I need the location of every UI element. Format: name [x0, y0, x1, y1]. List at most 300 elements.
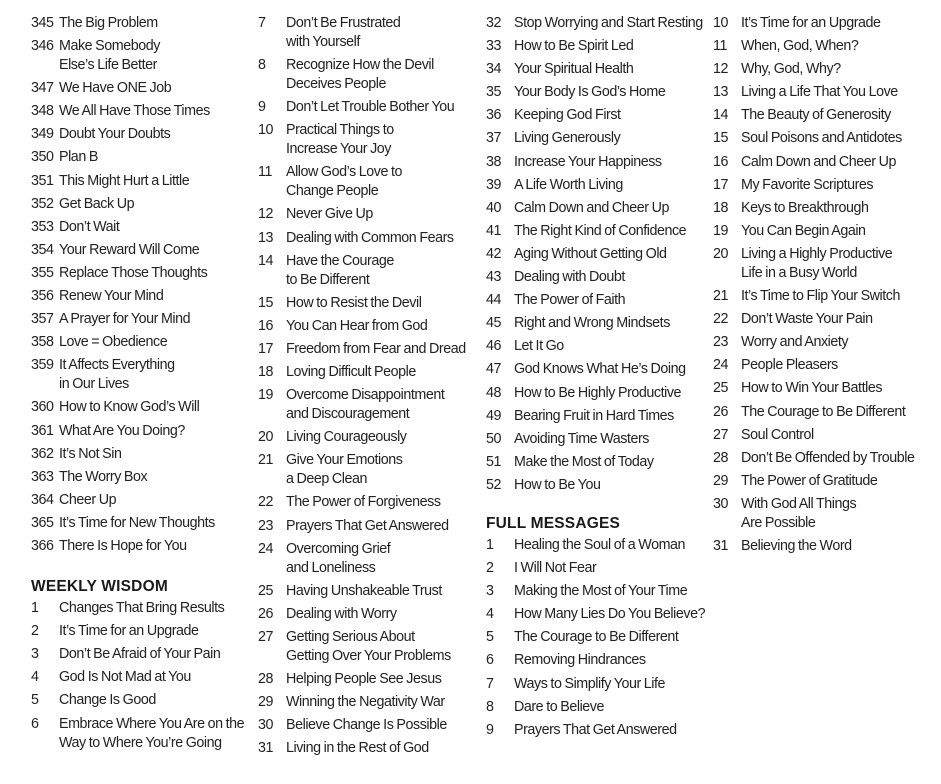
- list-item: [486, 649, 706, 672]
- item-title: Calm Down and Cheer Up: [514, 199, 669, 216]
- item-title: When, God, When?: [741, 38, 859, 55]
- item-title: Let It Go: [514, 338, 564, 355]
- list-item: [258, 54, 473, 96]
- item-title: Worry and Anxiety: [741, 334, 849, 351]
- list-item: [713, 401, 938, 424]
- item-title: How Many Lies Do You Believe?: [514, 606, 706, 623]
- item-number: 52: [486, 476, 502, 493]
- item-number: 1: [486, 536, 494, 553]
- list-item: [486, 405, 706, 428]
- item-title: It’s Time to Flip Your Switch: [741, 288, 901, 305]
- item-title: You Can Begin Again: [741, 222, 866, 239]
- list-item: [31, 12, 246, 35]
- item-title: The Courage to Be Different: [514, 629, 679, 646]
- item-title: Give Your Emotions a Deep Clean: [286, 452, 403, 488]
- item-number: 350: [31, 149, 54, 166]
- item-title: Right and Wrong Mindsets: [514, 315, 670, 332]
- item-number: 30: [258, 717, 274, 734]
- list-item: [258, 361, 473, 384]
- item-title: The Worry Box: [59, 468, 148, 485]
- item-title: Having Unshakeable Trust: [286, 582, 442, 599]
- list-item: [713, 447, 938, 470]
- item-title: Dare to Believe: [514, 698, 604, 715]
- item-number: 346: [31, 38, 54, 55]
- item-title: Your Body Is God’s Home: [514, 84, 666, 101]
- item-number: 15: [258, 294, 274, 311]
- list-item: [258, 292, 473, 315]
- item-number: 39: [486, 176, 502, 193]
- item-title: Avoiding Time Wasters: [514, 430, 649, 447]
- list-item: [31, 354, 246, 396]
- list-item: [258, 737, 473, 760]
- item-number: 7: [486, 675, 494, 692]
- item-title: Make Somebody Else’s Life Better: [59, 38, 160, 74]
- list-item: [31, 262, 246, 285]
- item-title: Making the Most of Your Time: [514, 583, 688, 600]
- item-title: Get Back Up: [59, 195, 135, 212]
- item-number: 40: [486, 199, 502, 216]
- item-title: Dealing with Doubt: [514, 269, 625, 286]
- list-item: [258, 161, 473, 203]
- list-item: [258, 203, 473, 226]
- item-number: 351: [31, 172, 54, 189]
- item-title: Change Is Good: [59, 692, 156, 709]
- column-4: [713, 12, 938, 558]
- list-item: [31, 239, 246, 262]
- item-number: 22: [713, 311, 729, 328]
- item-title: Plan B: [59, 149, 98, 166]
- item-title: You Can Hear from God: [286, 317, 428, 334]
- list-item: [31, 35, 246, 77]
- weekly-wisdom-list-continued-2: [486, 12, 706, 497]
- item-number: 19: [713, 222, 729, 239]
- item-number: 8: [486, 698, 494, 715]
- item-title: God Knows What He’s Doing: [514, 361, 686, 378]
- item-number: 8: [258, 57, 266, 74]
- list-item: [486, 35, 706, 58]
- full-messages-heading: FULL MESSAGES: [486, 514, 621, 532]
- item-number: 361: [31, 422, 54, 439]
- item-title: Renew Your Mind: [59, 288, 164, 305]
- item-number: 31: [258, 740, 274, 757]
- item-number: 12: [713, 61, 729, 78]
- item-title: People Pleasers: [741, 357, 838, 374]
- list-item: [258, 668, 473, 691]
- list-item: [31, 512, 246, 535]
- column-3: [486, 12, 706, 742]
- item-number: 33: [486, 38, 502, 55]
- list-item: [713, 493, 938, 535]
- list-item: [31, 308, 246, 331]
- list-item: [31, 216, 246, 239]
- item-title: Freedom from Fear and Dread: [286, 340, 466, 357]
- list-item: [258, 449, 473, 491]
- item-title: The Courage to Be Different: [741, 403, 906, 420]
- item-number: 29: [713, 472, 729, 489]
- item-title: The Beauty of Generosity: [741, 107, 891, 124]
- item-number: 18: [258, 364, 274, 381]
- item-title: Don’t Be Offended by Trouble: [741, 449, 915, 466]
- item-number: 13: [713, 84, 729, 101]
- list-item: [486, 104, 706, 127]
- item-title: Your Reward Will Come: [59, 241, 200, 258]
- item-number: 46: [486, 338, 502, 355]
- list-item: [713, 35, 938, 58]
- item-number: 358: [31, 334, 54, 351]
- item-number: 20: [258, 429, 274, 446]
- item-number: 11: [258, 164, 272, 181]
- list-item: [31, 77, 246, 100]
- item-number: 12: [258, 206, 274, 223]
- item-number: 4: [31, 669, 39, 686]
- item-number: 43: [486, 269, 502, 286]
- item-title: Living a Life That You Love: [741, 84, 898, 101]
- item-number: 36: [486, 107, 502, 124]
- item-title: Overcome Disappointment and Discouragement: [286, 387, 445, 423]
- list-item: [31, 689, 246, 712]
- item-number: 26: [713, 403, 729, 420]
- item-title: Stop Worrying and Start Resting: [514, 15, 703, 31]
- list-item: [31, 396, 246, 419]
- item-title: Changes That Bring Results: [59, 600, 225, 617]
- list-item: [713, 58, 938, 81]
- item-title: The Right Kind of Confidence: [514, 222, 687, 239]
- item-number: 28: [258, 670, 274, 687]
- item-number: 6: [31, 715, 39, 732]
- item-title: Cheer Up: [59, 491, 117, 508]
- item-title: Living Courageously: [286, 429, 407, 446]
- item-number: 359: [31, 357, 54, 374]
- item-number: 366: [31, 537, 54, 554]
- list-item: [486, 151, 706, 174]
- section-spacer: [486, 497, 706, 514]
- item-number: 5: [31, 692, 39, 709]
- item-title: Loving Difficult People: [286, 364, 416, 381]
- list-item: [713, 12, 938, 35]
- list-item: [258, 12, 473, 54]
- item-number: 27: [713, 426, 729, 443]
- item-number: 355: [31, 264, 54, 281]
- item-number: 28: [713, 449, 729, 466]
- list-item: [713, 104, 938, 127]
- item-title: Getting Serious About Getting Over Your Problems: [286, 628, 451, 664]
- list-item: [486, 289, 706, 312]
- item-number: 357: [31, 311, 54, 328]
- item-number: 10: [258, 122, 274, 139]
- item-title: We Have ONE Job: [59, 80, 172, 97]
- list-item: [31, 466, 246, 489]
- item-number: 24: [258, 540, 274, 557]
- item-number: 49: [486, 407, 502, 424]
- item-title: Dealing with Worry: [286, 605, 397, 622]
- item-title: Living a Highly Productive Life in a Busy World: [741, 245, 893, 281]
- item-title: Love = Obedience: [59, 334, 168, 351]
- list-item: [486, 335, 706, 358]
- item-title: It Affects Everything in Our Lives: [59, 357, 175, 393]
- list-item: [713, 354, 938, 377]
- list-item: [486, 673, 706, 696]
- item-number: 41: [486, 222, 502, 239]
- list-item: [486, 12, 706, 35]
- item-title: Dealing with Common Fears: [286, 229, 454, 246]
- list-item: [713, 535, 938, 558]
- item-number: 353: [31, 218, 54, 235]
- item-title: Embrace Where You Are on the Way to Where You’re Going: [59, 715, 245, 751]
- item-title: Your Spiritual Health: [514, 61, 634, 78]
- item-number: 16: [713, 153, 729, 170]
- item-number: 348: [31, 103, 54, 120]
- list-item: [258, 580, 473, 603]
- item-number: 50: [486, 430, 502, 447]
- item-title: How to Resist the Devil: [286, 294, 422, 311]
- item-title: It’s Time for New Thoughts: [59, 514, 215, 531]
- list-item: [713, 243, 938, 285]
- item-number: 7: [258, 15, 266, 31]
- list-item: [258, 426, 473, 449]
- list-item: [258, 603, 473, 626]
- item-title: Doubt Your Doubts: [59, 126, 171, 143]
- list-item: [486, 174, 706, 197]
- list-item: [31, 193, 246, 216]
- list-item: [486, 266, 706, 289]
- list-item: [713, 151, 938, 174]
- list-item: [486, 626, 706, 649]
- list-item: [486, 127, 706, 150]
- item-title: How to Know God’s Will: [59, 399, 200, 416]
- list-item: [31, 535, 246, 558]
- list-item: [486, 603, 706, 626]
- item-title: Calm Down and Cheer Up: [741, 153, 896, 170]
- item-number: 31: [713, 537, 729, 554]
- item-number: 3: [486, 583, 494, 600]
- list-item: [486, 428, 706, 451]
- item-title: Ways to Simplify Your Life: [514, 675, 666, 692]
- item-title: We All Have Those Times: [59, 103, 210, 120]
- item-number: 21: [258, 452, 274, 469]
- item-number: 13: [258, 229, 274, 246]
- column-2: [258, 12, 473, 760]
- column-1: [31, 12, 246, 755]
- item-number: 363: [31, 468, 54, 485]
- list-item: [486, 197, 706, 220]
- item-title: Winning the Negativity War: [286, 694, 445, 711]
- item-title: How to Be Highly Productive: [514, 384, 682, 401]
- item-number: 48: [486, 384, 502, 401]
- weekly-wisdom-heading: WEEKLY WISDOM: [31, 578, 168, 596]
- item-title: How to Be You: [514, 476, 601, 493]
- item-number: 3: [31, 646, 39, 663]
- item-number: 15: [713, 130, 729, 147]
- list-item: [713, 127, 938, 150]
- list-item: [258, 491, 473, 514]
- item-number: 356: [31, 288, 54, 305]
- list-item: [258, 338, 473, 361]
- list-item: [713, 424, 938, 447]
- item-title: Don’t Be Frustrated with Yourself: [286, 15, 401, 50]
- list-item: [31, 620, 246, 643]
- item-number: 38: [486, 153, 502, 170]
- item-number: 51: [486, 453, 502, 470]
- list-item: [486, 451, 706, 474]
- list-item: [258, 250, 473, 292]
- item-number: 349: [31, 126, 54, 143]
- item-number: 14: [713, 107, 729, 124]
- list-item: [31, 489, 246, 512]
- item-number: 23: [713, 334, 729, 351]
- list-item: [713, 331, 938, 354]
- item-number: 9: [486, 721, 494, 738]
- weekly-wisdom-list: [31, 597, 246, 755]
- list-item: [31, 170, 246, 193]
- list-item: [486, 474, 706, 497]
- list-item: [713, 220, 938, 243]
- item-number: 22: [258, 494, 274, 511]
- item-title: Living Generously: [514, 130, 621, 147]
- list-item: [31, 146, 246, 169]
- list-item: [713, 308, 938, 331]
- item-title: What Are You Doing?: [59, 422, 185, 439]
- item-number: 47: [486, 361, 502, 378]
- item-number: 29: [258, 694, 274, 711]
- item-title: A Life Worth Living: [514, 176, 623, 193]
- item-number: 32: [486, 15, 502, 31]
- item-title: It’s Time for an Upgrade: [59, 623, 199, 640]
- item-title: Practical Things to Increase Your Joy: [286, 122, 394, 158]
- item-title: Never Give Up: [286, 206, 373, 223]
- list-item: [713, 285, 938, 308]
- item-number: 362: [31, 445, 54, 462]
- weekly-wisdom-section: [31, 577, 246, 755]
- item-number: 9: [258, 99, 266, 116]
- list-item: [258, 691, 473, 714]
- item-title: Prayers That Get Answered: [286, 517, 449, 534]
- item-title: Bearing Fruit in Hard Times: [514, 407, 674, 424]
- item-number: 17: [713, 176, 729, 193]
- list-item: [258, 538, 473, 580]
- item-title: The Power of Forgiveness: [286, 494, 441, 511]
- item-title: Believe Change Is Possible: [286, 717, 447, 734]
- item-number: 2: [31, 623, 39, 640]
- item-title: God Is Not Mad at You: [59, 669, 191, 686]
- item-title: Believing the Word: [741, 537, 852, 554]
- list-item: [713, 174, 938, 197]
- list-item: [486, 58, 706, 81]
- item-number: 30: [713, 495, 729, 512]
- list-item: [713, 470, 938, 493]
- item-number: 25: [713, 380, 729, 397]
- section-spacer: [31, 558, 246, 577]
- list-item: [31, 666, 246, 689]
- item-title: Why, God, Why?: [741, 61, 841, 78]
- item-number: 34: [486, 61, 502, 78]
- list-item: [31, 123, 246, 146]
- weekly-wisdom-list-continued: [258, 12, 473, 760]
- list-item: [31, 331, 246, 354]
- item-number: 24: [713, 357, 729, 374]
- item-title: Make the Most of Today: [514, 453, 654, 470]
- list-item: [713, 377, 938, 400]
- item-title: Prayers That Get Answered: [514, 721, 677, 738]
- item-title: How to Win Your Battles: [741, 380, 883, 397]
- list-item: [31, 420, 246, 443]
- item-number: 365: [31, 514, 54, 531]
- item-title: Don’t Waste Your Pain: [741, 311, 873, 328]
- item-title: Keys to Breakthrough: [741, 199, 869, 216]
- list-item: [486, 81, 706, 104]
- list-item: [713, 197, 938, 220]
- item-number: 35: [486, 84, 502, 101]
- list-item: [486, 358, 706, 381]
- full-messages-list: [486, 534, 706, 742]
- list-item: [258, 626, 473, 668]
- item-title: Replace Those Thoughts: [59, 264, 208, 281]
- list-item: [31, 285, 246, 308]
- item-title: My Favorite Scriptures: [741, 176, 874, 193]
- item-title: With God All Things Are Possible: [741, 495, 857, 531]
- item-title: This Might Hurt a Little: [59, 172, 190, 189]
- item-number: 27: [258, 628, 274, 645]
- list-item: [258, 515, 473, 538]
- item-number: 23: [258, 517, 274, 534]
- item-number: 5: [486, 629, 494, 646]
- item-title: Overcoming Grief and Loneliness: [286, 540, 391, 576]
- list-item: [486, 696, 706, 719]
- item-title: Keeping God First: [514, 107, 621, 124]
- item-title: Healing the Soul of a Woman: [514, 536, 686, 553]
- item-title: Allow God’s Love to Change People: [286, 164, 403, 200]
- list-item: [486, 719, 706, 742]
- list-item: [258, 227, 473, 250]
- item-number: 14: [258, 252, 274, 269]
- item-title: Don’t Let Trouble Bother You: [286, 99, 455, 116]
- item-title: How to Be Spirit Led: [514, 38, 634, 55]
- item-number: 347: [31, 80, 54, 97]
- item-title: Aging Without Getting Old: [514, 245, 667, 262]
- item-title: Have the Courage to Be Different: [286, 252, 394, 288]
- item-title: Removing Hindrances: [514, 652, 646, 669]
- list-item: [486, 382, 706, 405]
- list-item: [31, 597, 246, 620]
- item-title: Helping People See Jesus: [286, 670, 442, 687]
- item-title: The Power of Gratitude: [741, 472, 878, 489]
- item-title: Soul Poisons and Antidotes: [741, 130, 902, 147]
- item-number: 37: [486, 130, 502, 147]
- item-number: 25: [258, 582, 274, 599]
- item-title: It’s Not Sin: [59, 445, 122, 462]
- item-number: 1: [31, 600, 39, 617]
- item-number: 20: [713, 245, 729, 262]
- item-number: 11: [713, 38, 727, 55]
- item-number: 10: [713, 15, 729, 31]
- item-number: 6: [486, 652, 494, 669]
- list-item: [31, 100, 246, 123]
- list-item: [31, 643, 246, 666]
- item-number: 18: [713, 199, 729, 216]
- item-title: Increase Your Happiness: [514, 153, 662, 170]
- item-number: 345: [31, 15, 54, 31]
- item-number: 360: [31, 399, 54, 416]
- item-number: 19: [258, 387, 274, 404]
- item-number: 354: [31, 241, 54, 258]
- list-item: [486, 312, 706, 335]
- list-item: [486, 534, 706, 557]
- list-item: [258, 384, 473, 426]
- item-title: Soul Control: [741, 426, 814, 443]
- item-title: I Will Not Fear: [514, 560, 597, 577]
- item-title: The Power of Faith: [514, 292, 626, 309]
- item-title: There Is Hope for You: [59, 537, 187, 554]
- list-item: [31, 443, 246, 466]
